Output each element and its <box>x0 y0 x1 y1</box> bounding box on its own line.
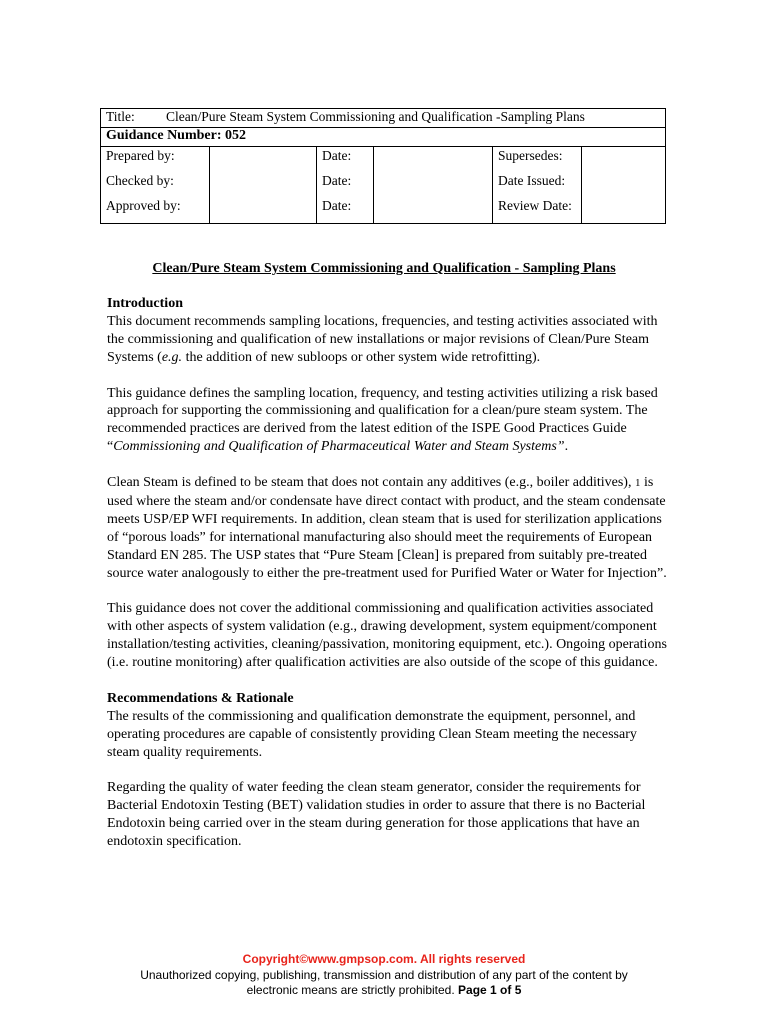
footnote-ref: 1 <box>634 477 641 490</box>
checked-by-label: Checked by: <box>106 173 174 188</box>
signoff-labels <box>101 147 210 224</box>
recommendations-heading: Recommendations & Rationale <box>107 690 294 706</box>
date-label-2: Date: <box>322 173 352 188</box>
date-labels <box>317 147 374 224</box>
signature-row <box>101 147 666 224</box>
signoff-names-cell <box>210 147 317 224</box>
intro-paragraph-1: This document recommends sampling locations, frequencies, and testing activities associated with the commissioning and qualification of new installations or major revisions of Clean/Pure Steam Systems (e.g. the addition of new subloops or other system wide retrofitting). <box>107 313 658 365</box>
date-label-1: Date: <box>322 148 352 163</box>
footer-line-2: Unauthorized copying, publishing, transmission and distribution of any part of the content by <box>140 967 628 982</box>
title-label: Title: <box>106 109 135 124</box>
recommendations-paragraph-2: Regarding the quality of water feeding the clean steam generator, consider the requirements for Bacterial Endotoxin Testing (BET) validation studies in order to assure that there is no Bacterial Endotoxin being carried over in the steam during generation for those applications that have an endotoxin specification. <box>107 780 646 850</box>
recommendations-paragraph-1: The results of the commissioning and qualification demonstrate the equipment, personnel, and operating procedures are capable of consistently providing Clean Steam meeting the necessary steam quality requirements. <box>107 708 637 760</box>
title-value: Clean/Pure Steam System Commissioning and Qualification -Sampling Plans <box>166 109 585 124</box>
guidance-row <box>101 128 666 147</box>
page-number: Page 1 of 5 <box>458 983 522 997</box>
intro-paragraph-3: Clean Steam is defined to be steam that does not contain any additives (e.g., boiler additives), 1 is used where the steam and/or condensate have direct contact with product, and the steam condensate meets USP/EP WFI requirements. In addition, clean steam that is used for sterilization applications of “porous loads” for international manufacturing also should meet the requirements of European Standard EN 285. The USP states that “Pure Steam [Clean] is prepared from suitably pre-treated source water analogously to either the pre-treatment used for Purified Water or Water for Injection”. <box>107 475 667 581</box>
date-issued-label: Date Issued: <box>498 173 566 188</box>
document-body <box>107 295 667 869</box>
approved-by-label: Approved by: <box>106 198 181 213</box>
title-row <box>101 109 666 128</box>
review-date-label: Review Date: <box>498 198 572 213</box>
footer-line-3: electronic means are strictly prohibited. Page 1 of 5 <box>246 983 522 997</box>
dates-cell <box>374 147 493 224</box>
supersedes-label: Supersedes: <box>498 148 563 163</box>
page-footer <box>0 952 768 999</box>
revision-labels <box>493 147 582 224</box>
date-label-3: Date: <box>322 198 352 213</box>
revision-values-cell <box>582 147 666 224</box>
intro-paragraph-2: This guidance defines the sampling location, frequency, and testing activities utilizing a risk based approach for supporting the commissioning and qualification for a clean/pure steam system. The recommended practices are derived from the latest edition of the ISPE Good Practices Guide “Commissioning and Qualification of Pharmaceutical Water and Steam Systems”. <box>107 385 658 455</box>
prepared-by-label: Prepared by: <box>106 148 175 163</box>
introduction-heading: Introduction <box>107 296 183 311</box>
guidance-number: Guidance Number: 052 <box>101 128 666 147</box>
document-title: Clean/Pure Steam System Commissioning and Qualification - Sampling Plans <box>152 261 616 276</box>
header-table <box>100 108 666 224</box>
copyright-notice: Copyright©www.gmpsop.com. All rights reserved <box>242 952 526 966</box>
intro-paragraph-4: This guidance does not cover the additional commissioning and qualification activities associated with other aspects of system validation (e.g., drawing development, system equipment/component installation/testing activities, cleaning/passivation, monitoring equipment, etc.). Ongoing operations (i.e. routine monitoring) after qualification activities are also outside of the scope of this guidance. <box>107 601 667 671</box>
